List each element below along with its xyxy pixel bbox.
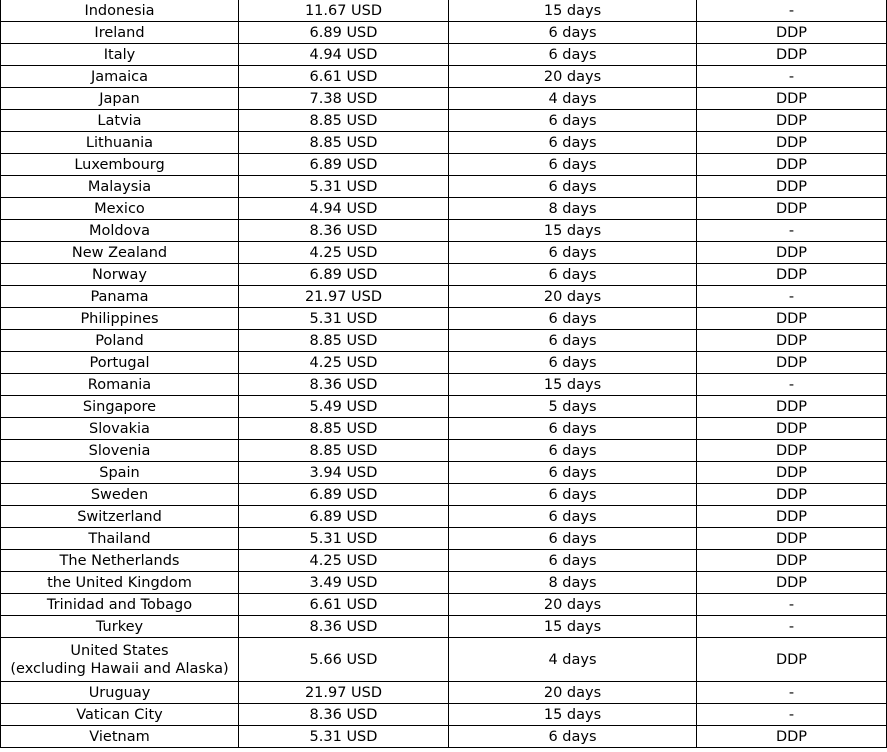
- country-cell: Panama: [1, 286, 239, 308]
- delivery-time-cell: 6 days: [449, 440, 697, 462]
- country-cell: Vatican City: [1, 704, 239, 726]
- country-cell: The Netherlands: [1, 550, 239, 572]
- country-cell: Thailand: [1, 528, 239, 550]
- price-cell: 8.85 USD: [239, 418, 449, 440]
- terms-cell: DDP: [697, 22, 887, 44]
- delivery-time-cell: 15 days: [449, 0, 697, 22]
- price-cell: 8.85 USD: [239, 110, 449, 132]
- country-cell: Trinidad and Tobago: [1, 594, 239, 616]
- country-cell: Mexico: [1, 198, 239, 220]
- terms-cell: DDP: [697, 132, 887, 154]
- delivery-time-cell: 6 days: [449, 44, 697, 66]
- terms-cell: DDP: [697, 88, 887, 110]
- terms-cell: DDP: [697, 396, 887, 418]
- price-cell: 6.89 USD: [239, 506, 449, 528]
- terms-cell: DDP: [697, 264, 887, 286]
- country-cell: Turkey: [1, 616, 239, 638]
- country-cell: Japan: [1, 88, 239, 110]
- terms-cell: DDP: [697, 44, 887, 66]
- delivery-time-cell: 15 days: [449, 704, 697, 726]
- country-cell: the United Kingdom: [1, 572, 239, 594]
- price-cell: 4.94 USD: [239, 44, 449, 66]
- delivery-time-cell: 6 days: [449, 550, 697, 572]
- table-row: [1, 594, 887, 616]
- terms-cell: -: [697, 66, 887, 88]
- country-cell: Slovakia: [1, 418, 239, 440]
- price-cell: 5.31 USD: [239, 176, 449, 198]
- price-cell: 8.36 USD: [239, 616, 449, 638]
- table-row: [1, 286, 887, 308]
- country-note: (excluding Hawaii and Alaska): [10, 660, 229, 677]
- table-row: [1, 484, 887, 506]
- table-row: [1, 550, 887, 572]
- delivery-time-cell: 6 days: [449, 110, 697, 132]
- delivery-time-cell: 6 days: [449, 726, 697, 748]
- terms-cell: -: [697, 616, 887, 638]
- price-cell: 8.85 USD: [239, 440, 449, 462]
- country-cell: Sweden: [1, 484, 239, 506]
- table-row: [1, 110, 887, 132]
- country-cell: Latvia: [1, 110, 239, 132]
- terms-cell: -: [697, 374, 887, 396]
- country-cell: Slovenia: [1, 440, 239, 462]
- table-row: [1, 220, 887, 242]
- delivery-time-cell: 6 days: [449, 528, 697, 550]
- price-cell: 4.25 USD: [239, 352, 449, 374]
- terms-cell: -: [697, 682, 887, 704]
- table-row: [1, 242, 887, 264]
- price-cell: 6.61 USD: [239, 66, 449, 88]
- delivery-time-cell: 6 days: [449, 330, 697, 352]
- delivery-time-cell: 6 days: [449, 154, 697, 176]
- country-cell: Luxembourg: [1, 154, 239, 176]
- country-cell: Italy: [1, 44, 239, 66]
- table-row: [1, 264, 887, 286]
- delivery-time-cell: 6 days: [449, 352, 697, 374]
- delivery-time-cell: 6 days: [449, 462, 697, 484]
- delivery-time-cell: 6 days: [449, 242, 697, 264]
- terms-cell: DDP: [697, 462, 887, 484]
- price-cell: 21.97 USD: [239, 286, 449, 308]
- table-row: [1, 198, 887, 220]
- table-row: [1, 726, 887, 748]
- table-row: [1, 616, 887, 638]
- terms-cell: DDP: [697, 176, 887, 198]
- price-cell: 3.49 USD: [239, 572, 449, 594]
- terms-cell: -: [697, 286, 887, 308]
- country-cell: New Zealand: [1, 242, 239, 264]
- delivery-time-cell: 20 days: [449, 594, 697, 616]
- price-cell: 7.38 USD: [239, 88, 449, 110]
- price-cell: 5.49 USD: [239, 396, 449, 418]
- table-row: [1, 308, 887, 330]
- price-cell: 4.25 USD: [239, 550, 449, 572]
- delivery-time-cell: 6 days: [449, 132, 697, 154]
- terms-cell: DDP: [697, 242, 887, 264]
- country-cell: Malaysia: [1, 176, 239, 198]
- delivery-time-cell: 6 days: [449, 22, 697, 44]
- terms-cell: DDP: [697, 440, 887, 462]
- price-cell: 6.89 USD: [239, 154, 449, 176]
- price-cell: 8.36 USD: [239, 374, 449, 396]
- delivery-time-cell: 15 days: [449, 374, 697, 396]
- terms-cell: DDP: [697, 418, 887, 440]
- price-cell: 4.25 USD: [239, 242, 449, 264]
- delivery-time-cell: 20 days: [449, 682, 697, 704]
- delivery-time-cell: 6 days: [449, 176, 697, 198]
- country-name: United States: [70, 642, 169, 659]
- table-row: [1, 374, 887, 396]
- terms-cell: DDP: [697, 726, 887, 748]
- table-row: [1, 396, 887, 418]
- terms-cell: DDP: [697, 110, 887, 132]
- country-cell: Ireland: [1, 22, 239, 44]
- delivery-time-cell: 6 days: [449, 484, 697, 506]
- delivery-time-cell: 6 days: [449, 308, 697, 330]
- price-cell: 3.94 USD: [239, 462, 449, 484]
- terms-cell: -: [697, 220, 887, 242]
- delivery-time-cell: 4 days: [449, 638, 697, 682]
- country-cell: Lithuania: [1, 132, 239, 154]
- table-row: [1, 66, 887, 88]
- price-cell: 5.31 USD: [239, 528, 449, 550]
- terms-cell: DDP: [697, 638, 887, 682]
- delivery-time-cell: 20 days: [449, 286, 697, 308]
- delivery-time-cell: 15 days: [449, 220, 697, 242]
- country-cell: Jamaica: [1, 66, 239, 88]
- country-cell: [1, 638, 239, 682]
- table-row: [1, 506, 887, 528]
- country-cell: Norway: [1, 264, 239, 286]
- table-row: [1, 682, 887, 704]
- delivery-time-cell: 5 days: [449, 396, 697, 418]
- delivery-time-cell: 8 days: [449, 572, 697, 594]
- price-cell: 4.94 USD: [239, 198, 449, 220]
- terms-cell: DDP: [697, 308, 887, 330]
- price-cell: 8.36 USD: [239, 220, 449, 242]
- table-row: [1, 22, 887, 44]
- delivery-time-cell: 8 days: [449, 198, 697, 220]
- country-cell: Romania: [1, 374, 239, 396]
- table-row: [1, 330, 887, 352]
- price-cell: 8.36 USD: [239, 704, 449, 726]
- table-row: [1, 154, 887, 176]
- terms-cell: DDP: [697, 330, 887, 352]
- price-cell: 11.67 USD: [239, 0, 449, 22]
- country-cell: Spain: [1, 462, 239, 484]
- delivery-time-cell: 6 days: [449, 418, 697, 440]
- price-cell: 5.31 USD: [239, 308, 449, 330]
- price-cell: 6.89 USD: [239, 22, 449, 44]
- country-cell: Portugal: [1, 352, 239, 374]
- terms-cell: DDP: [697, 550, 887, 572]
- table-row: [1, 528, 887, 550]
- price-cell: 8.85 USD: [239, 132, 449, 154]
- table-row: [1, 638, 887, 682]
- terms-cell: -: [697, 594, 887, 616]
- price-cell: 8.85 USD: [239, 330, 449, 352]
- country-cell: Moldova: [1, 220, 239, 242]
- table-row: [1, 572, 887, 594]
- terms-cell: DDP: [697, 352, 887, 374]
- country-cell: Singapore: [1, 396, 239, 418]
- delivery-time-cell: 4 days: [449, 88, 697, 110]
- terms-cell: -: [697, 0, 887, 22]
- country-cell: Indonesia: [1, 0, 239, 22]
- country-cell: Philippines: [1, 308, 239, 330]
- table-row: [1, 176, 887, 198]
- country-cell: Vietnam: [1, 726, 239, 748]
- country-cell: Switzerland: [1, 506, 239, 528]
- shipping-rates-body: [1, 0, 887, 748]
- terms-cell: DDP: [697, 572, 887, 594]
- table-row: [1, 132, 887, 154]
- price-cell: 21.97 USD: [239, 682, 449, 704]
- table-row: [1, 704, 887, 726]
- terms-cell: DDP: [697, 198, 887, 220]
- table-row: [1, 352, 887, 374]
- price-cell: 5.66 USD: [239, 638, 449, 682]
- table-row: [1, 440, 887, 462]
- terms-cell: -: [697, 704, 887, 726]
- table-row: [1, 0, 887, 22]
- table-row: [1, 88, 887, 110]
- country-cell: Uruguay: [1, 682, 239, 704]
- terms-cell: DDP: [697, 506, 887, 528]
- delivery-time-cell: 6 days: [449, 506, 697, 528]
- delivery-time-cell: 15 days: [449, 616, 697, 638]
- country-cell: Poland: [1, 330, 239, 352]
- table-row: [1, 462, 887, 484]
- delivery-time-cell: 6 days: [449, 264, 697, 286]
- price-cell: 5.31 USD: [239, 726, 449, 748]
- terms-cell: DDP: [697, 154, 887, 176]
- price-cell: 6.89 USD: [239, 264, 449, 286]
- delivery-time-cell: 20 days: [449, 66, 697, 88]
- terms-cell: DDP: [697, 484, 887, 506]
- price-cell: 6.61 USD: [239, 594, 449, 616]
- table-row: [1, 418, 887, 440]
- price-cell: 6.89 USD: [239, 484, 449, 506]
- terms-cell: DDP: [697, 528, 887, 550]
- table-row: [1, 44, 887, 66]
